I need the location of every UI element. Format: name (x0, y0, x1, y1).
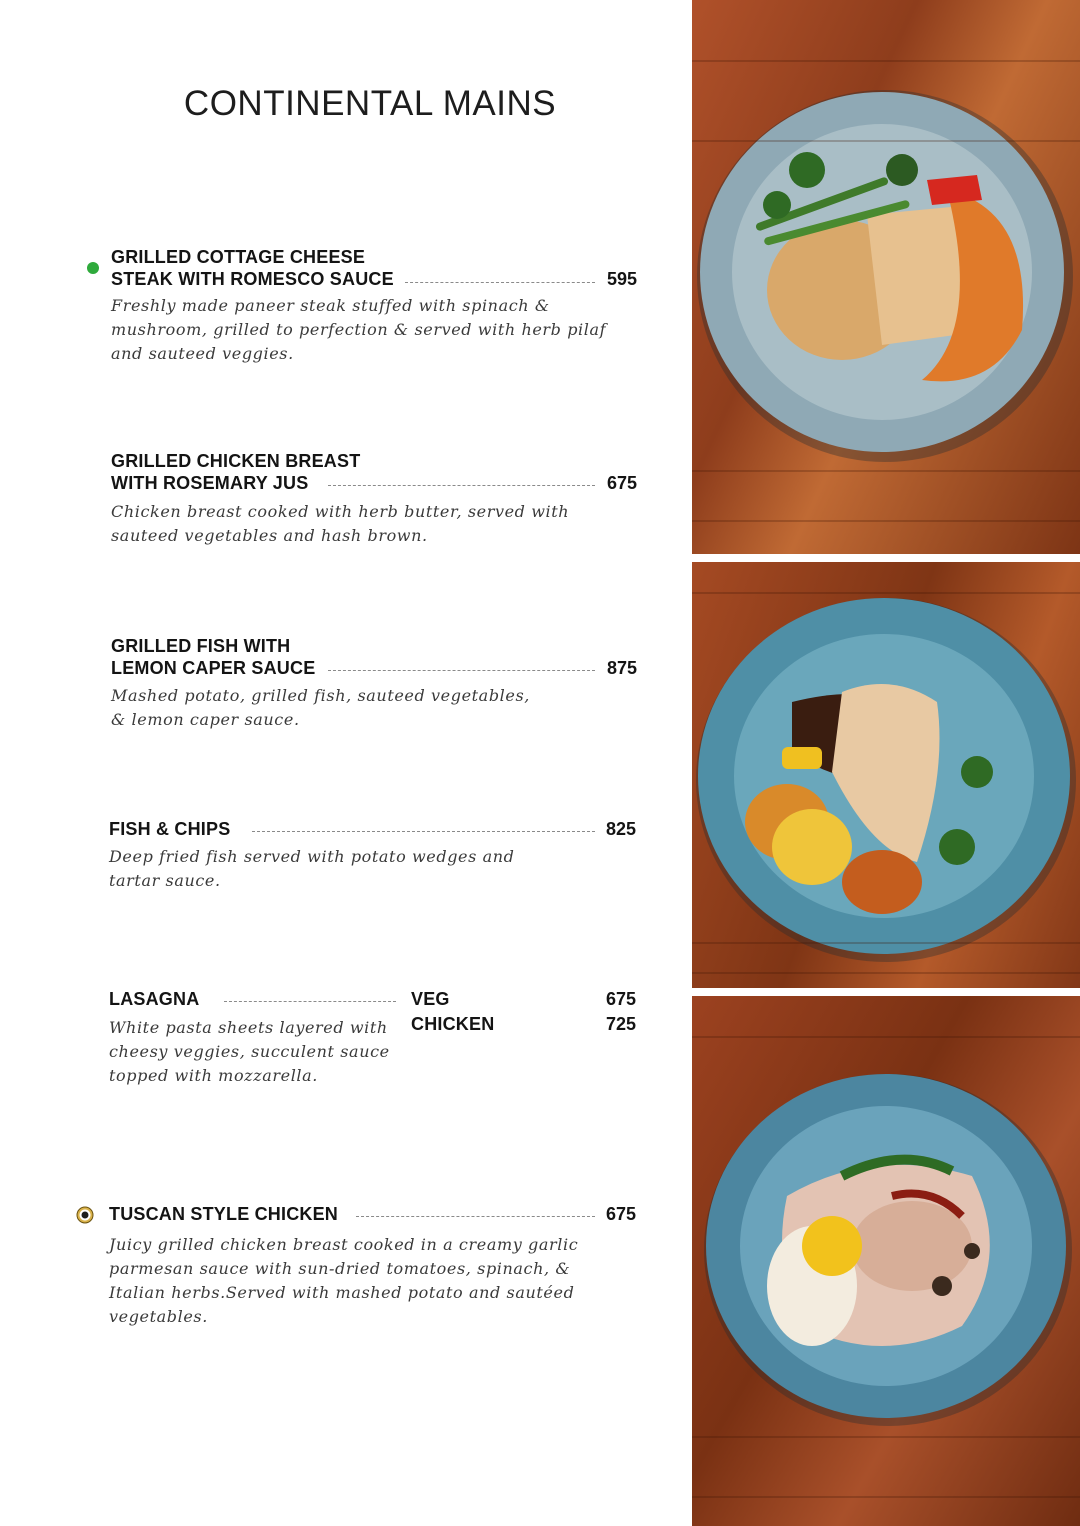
item-name-line2: WITH ROSEMARY JUS (111, 473, 309, 493)
item-name-line1: FISH & CHIPS (109, 819, 231, 839)
page-title: CONTINENTAL MAINS (183, 84, 557, 123)
item-description: Deep fried fish served with potato wedges and tartar sauce. (109, 847, 515, 890)
item-price: 595 (607, 269, 638, 289)
price-leader (252, 831, 595, 832)
price-leader (328, 670, 595, 671)
price-leader (328, 485, 595, 486)
item-name-line2: STEAK WITH ROMESCO SAUCE (111, 269, 394, 289)
variant-label-veg: VEG (411, 989, 450, 1009)
item-name-line1: GRILLED FISH WITH (111, 636, 291, 656)
price-leader (356, 1216, 595, 1217)
item-price: 675 (607, 473, 638, 493)
variant-price-veg: 675 (606, 989, 637, 1009)
plate-illustration (692, 996, 1080, 1526)
variant-label-chicken: CHICKEN (411, 1014, 495, 1034)
tuscan-chicken-photo (692, 996, 1080, 1526)
price-leader (224, 1001, 396, 1002)
paneer-steak-photo (692, 0, 1080, 554)
item-name-line1: TUSCAN STYLE CHICKEN (109, 1204, 339, 1224)
item-name-line1: LASAGNA (109, 989, 200, 1009)
variant-price-chicken: 725 (606, 1014, 637, 1034)
grilled-fish-photo (692, 562, 1080, 988)
item-price: 825 (606, 819, 637, 839)
item-description: Freshly made paneer steak stuffed with spinach & mushroom, grilled to perfection & served with herb pilaf and sauteed veggies. (111, 296, 607, 363)
item-description: White pasta sheets layered with cheesy veggies, succulent sauce topped with mozzarella. (109, 1018, 390, 1085)
item-name-line1: GRILLED CHICKEN BREAST (111, 451, 361, 471)
item-name-line2: LEMON CAPER SAUCE (111, 658, 316, 678)
veg-dot-icon (87, 262, 99, 274)
price-leader (405, 282, 595, 283)
item-price: 875 (607, 658, 638, 678)
item-description: Juicy grilled chicken breast cooked in a creamy garlic parmesan sauce with sun-dried tomatoes, spinach, & Italian herbs.Served with mashed potato and sautéed vegetables. (109, 1235, 579, 1326)
item-price: 675 (606, 1204, 637, 1224)
chef-special-icon (76, 1206, 94, 1224)
item-description: Mashed potato, grilled fish, sauteed vegetables, & lemon caper sauce. (111, 686, 530, 729)
item-description: Chicken breast cooked with herb butter, served with sauteed vegetables and hash brown. (111, 502, 570, 545)
plate-illustration (692, 562, 1080, 988)
item-name-line1: GRILLED COTTAGE CHEESE (111, 247, 366, 267)
